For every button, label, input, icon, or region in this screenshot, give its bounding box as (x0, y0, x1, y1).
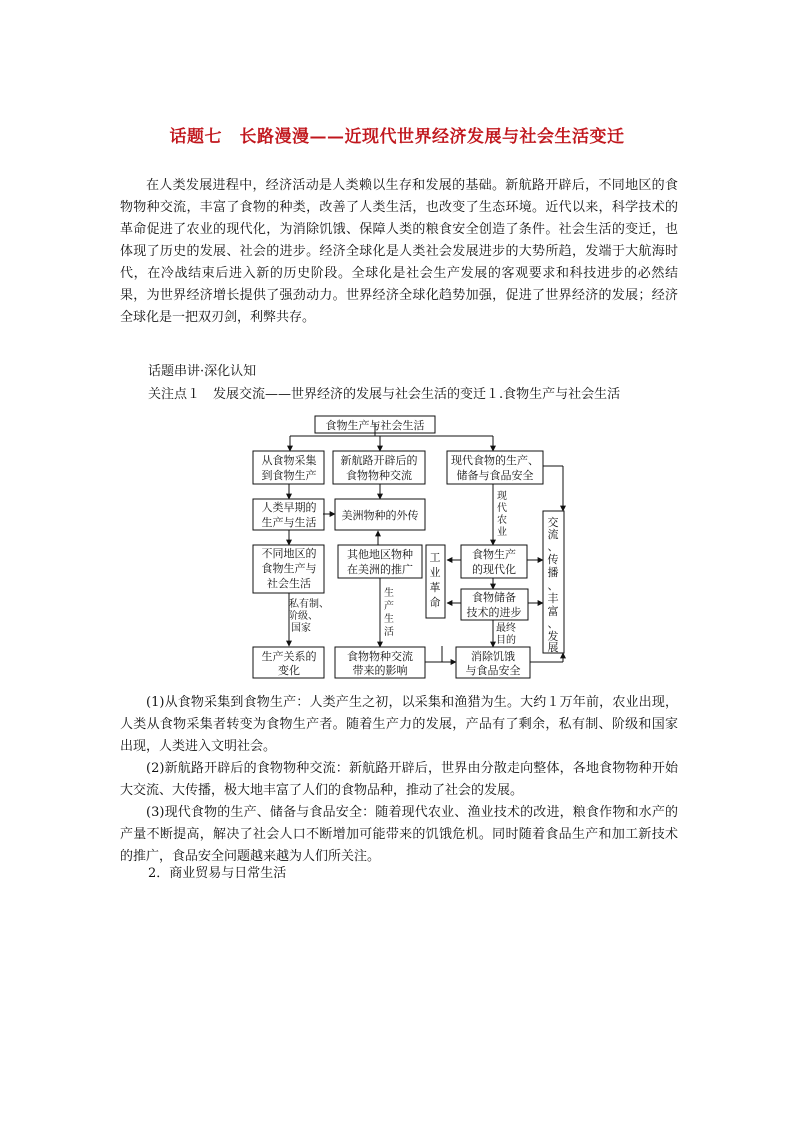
col1-label-line1: 私有制、 (289, 599, 329, 610)
col1-label-line3: 国家 (291, 623, 311, 634)
col2-box4-line2: 带来的影响 (352, 664, 408, 677)
col3-label-char3: 农 (497, 515, 507, 526)
col3-label2-line2: 目的 (496, 635, 516, 646)
col2-label-char4: 活 (384, 627, 394, 638)
next-section-heading: 2．商业贸易与日常生活 (148, 866, 287, 881)
right-col-char1: 交 (547, 516, 559, 529)
col2-box3-line2: 在美洲的推广 (347, 563, 413, 576)
col1-box1-line1: 从食物采集 (261, 454, 317, 467)
col3-box3-line2: 技术的进步 (466, 606, 522, 619)
industrial-char4: 命 (429, 596, 441, 609)
page-title: 话题七 长路漫漫——近现代世界经济发展与社会生活变迁 (169, 127, 625, 147)
col2-label-char2: 产 (384, 601, 394, 612)
right-col-char6: 、 (547, 579, 559, 592)
top-box-label: 食物生产与社会生活 (325, 419, 425, 432)
col2-box3-line1: 其他地区物种 (347, 548, 413, 561)
col2-label-char1: 生 (384, 588, 394, 599)
col1-box1-line2: 到食物生产 (261, 469, 317, 482)
right-col-char4: 传 (547, 553, 559, 566)
col1-box4-line2: 变化 (278, 664, 300, 677)
focus-point-line: 关注点１ 发展交流——世界经济的发展与社会生活的变迁１.食物生产与社会生活 (148, 387, 621, 402)
col1-box2-line2: 生产与生活 (261, 516, 317, 529)
paragraph-1: (1)从食物采集到食物生产：人类产生之初，以采集和渔猎为生。大约１万年前，农业出现，人类从食物采集者转变为食物生产者。随着生产力的发展，产品有了剩余，私有制、阶级和国家出现，人类进入文明社会。 (120, 695, 678, 754)
col2-box1-line2: 食物物种交流 (346, 469, 412, 482)
col1-box2-line1: 人类早期的 (261, 501, 317, 514)
col3-box4-line2: 与食品安全 (465, 664, 521, 677)
industrial-char2: 业 (429, 566, 441, 579)
right-col-char8: 富 (547, 605, 559, 618)
paragraph-2: (2)新航路开辟后的食物物种交流：新航路开辟后，世界由分散走向整体，各地食物物种开始大交流、大传播，极大地丰富了人们的食物品种，推动了社会的发展。 (120, 761, 678, 798)
col1-box4-line1: 生产关系的 (261, 650, 317, 663)
col3-label-char1: 现 (497, 491, 507, 502)
col1-label-line2: 阶级、 (288, 611, 318, 622)
intro-paragraph: 在人类发展进程中，经济活动是人类赖以生存和发展的基础。新航路开辟后，不同地区的食物物种交流，丰富了食物的种类，改善了人类生活，也改变了生态环境。近代以来，科学技术的革命促进了农业的现代化，为消除饥饿、保障人类的粮食安全创造了条件。社会生活的变迁，也体现了历史的发展、社会的进步。经济全球化是人类社会发展进步的大势所趋，发端于大航海时代，在冷战结束后进入新的历史阶段。全球化是社会生产发展的客观要求和科技进步的必然结果，为世界经济增长提供了强劲动力。世界经济全球化趋势加强，促进了世界经济的发展；经济全球化是一把双刃剑，利弊共存。 (120, 178, 678, 325)
col3-box2-line2: 的现代化 (472, 563, 516, 576)
col2-box1-line1: 新航路开辟后的 (340, 454, 418, 467)
col3-label2-line1: 最终 (496, 623, 516, 634)
col3-label-char4: 业 (497, 527, 507, 538)
section-heading: 话题串讲·深化认知 (148, 364, 257, 379)
col2-box2-label: 美洲物种的外传 (341, 509, 419, 522)
col3-box4-line1: 消除饥饿 (471, 650, 515, 663)
col2-label-char3: 生 (384, 614, 394, 625)
right-col-char9: 、 (547, 617, 559, 630)
col1-box3-line1: 不同地区的 (261, 547, 317, 560)
right-col-char10: 发 (547, 630, 559, 643)
right-col-char2: 流 (547, 528, 559, 541)
col3-box1-line1: 现代食物的生产、 (451, 454, 539, 467)
industrial-char1: 工 (429, 551, 441, 564)
col3-box3-line1: 食物储备 (472, 591, 516, 604)
col1-box3-line3: 社会生活 (267, 577, 311, 590)
right-col-char7: 丰 (547, 592, 559, 605)
col3-box2-line1: 食物生产 (472, 548, 516, 561)
paragraph-3: (3)现代食物的生产、储备与食品安全：随着现代农业、渔业技术的改进，粮食作物和水产的产量不断提高，解决了社会人口不断增加可能带来的饥饿危机。同时随着食品生产和加工新技术的推广，食品安全问题越来越为人们所关注。 (120, 805, 678, 864)
right-col-char5: 播 (547, 566, 559, 579)
col3-label-char2: 代 (497, 503, 507, 514)
col1-box3-line2: 食物生产与 (261, 562, 317, 575)
col2-box4-line1: 食物物种交流 (347, 650, 413, 663)
right-col-char3: 、 (547, 540, 559, 553)
industrial-char3: 革 (429, 581, 441, 594)
col3-box1-line2: 储备与食品安全 (456, 469, 534, 482)
right-col-char11: 展 (547, 641, 559, 654)
